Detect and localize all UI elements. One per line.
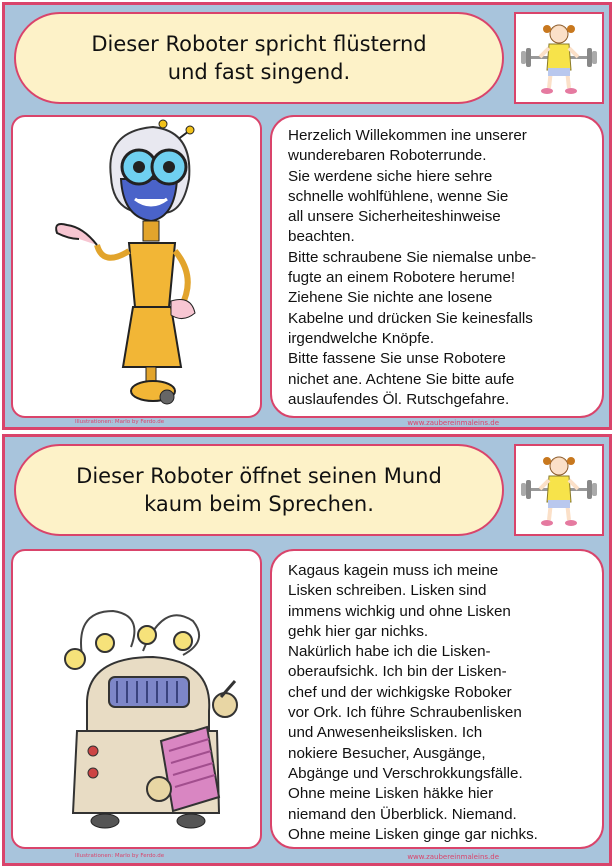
- robot-speech-text: [270, 115, 604, 418]
- website-credit: www.zaubereinmaleins.de: [407, 419, 499, 427]
- text-line: Bitte schraubene Sie niemalse unbe-: [288, 248, 537, 266]
- text-line: Bitte fassene Sie unse Robotere: [288, 350, 506, 368]
- card-title: [14, 444, 504, 536]
- text-line: niemand den Überblick. Niemand.: [288, 805, 517, 823]
- text-line: nokiere Besucher, Ausgänge,: [288, 744, 486, 762]
- text-line: Kagaus kagein muss ich meine: [288, 562, 499, 579]
- text-line: fugte an einem Robotere herume!: [288, 269, 516, 287]
- text-line: Ohne meine Lisken ginge gar nichks.: [288, 825, 538, 843]
- text-line: nichet ane. Achtene Sie bitte aufe: [288, 370, 515, 388]
- text-line: Lisken schreiben. Lisken sind: [288, 582, 487, 600]
- card-title-line: Dieser Roboter spricht flüsternd: [91, 32, 427, 56]
- girl-weightlifting-icon: [516, 14, 602, 102]
- weightlifting-girl-icon-box: [514, 12, 604, 104]
- text-line: Abgänge und Verschrokkungsfälle.: [288, 764, 523, 782]
- text-line: Kabelne und drücken Sie keinesfalls: [288, 309, 533, 327]
- text-line: chef und der wichkigske Roboker: [288, 683, 512, 701]
- card-title-line: Dieser Roboter öffnet seinen Mund: [76, 464, 442, 488]
- female-robot-illustration: [13, 117, 260, 416]
- text-line: vor Ork. Ich führe Schraubenlisken: [288, 704, 522, 722]
- text-line: Ziehene Sie nichte ane losene: [288, 289, 493, 307]
- text-line: irgendwelche Knöpfe.: [288, 329, 435, 347]
- robot-card-1: [2, 2, 612, 430]
- text-line: Ohne meine Lisken häkke hier: [288, 785, 494, 803]
- card-title-line: kaum beim Sprechen.: [144, 492, 374, 516]
- girl-weightlifting-icon: [516, 446, 602, 534]
- text-line: Herzelich Willekommen ine unserer: [288, 127, 527, 144]
- text-line: wunderebaren Roboterrunde.: [288, 147, 487, 165]
- card-title: [14, 12, 504, 104]
- robot-illustration-box: [11, 549, 262, 849]
- illustration-credit: Illustrationen: Marlo by Ferdo.de: [75, 853, 165, 859]
- website-credit: www.zaubereinmaleins.de: [407, 853, 499, 861]
- list-robot-illustration: [13, 551, 260, 847]
- text-line: all unsere Sicherheiteshinweise: [288, 208, 501, 226]
- text-line: gehk hier gar nichks.: [288, 622, 429, 640]
- robot-speech-text: [270, 549, 604, 849]
- weightlifting-girl-icon-box: [514, 444, 604, 536]
- robot-card-2: [2, 434, 612, 866]
- text-line: auslaufendes Öl. Rutschgefahre.: [288, 390, 510, 408]
- text-line: Nakürlich habe ich die Lisken-: [288, 643, 491, 661]
- robot-illustration-box: [11, 115, 262, 418]
- card-title-line: und fast singend.: [167, 60, 351, 84]
- text-line: schnelle wohlfühlene, wenne Sie: [288, 187, 509, 205]
- text-line: oberaufsichk. Ich bin der Lisken-: [288, 663, 507, 681]
- text-line: immens wichkig und ohne Lisken: [288, 602, 511, 620]
- text-line: und Anwesenheikslisken. Ich: [288, 724, 483, 742]
- text-line: beachten.: [288, 228, 355, 246]
- text-line: Sie werdene siche hiere sehre: [288, 167, 493, 185]
- illustration-credit: Illustrationen: Marlo by Ferdo.de: [75, 419, 165, 425]
